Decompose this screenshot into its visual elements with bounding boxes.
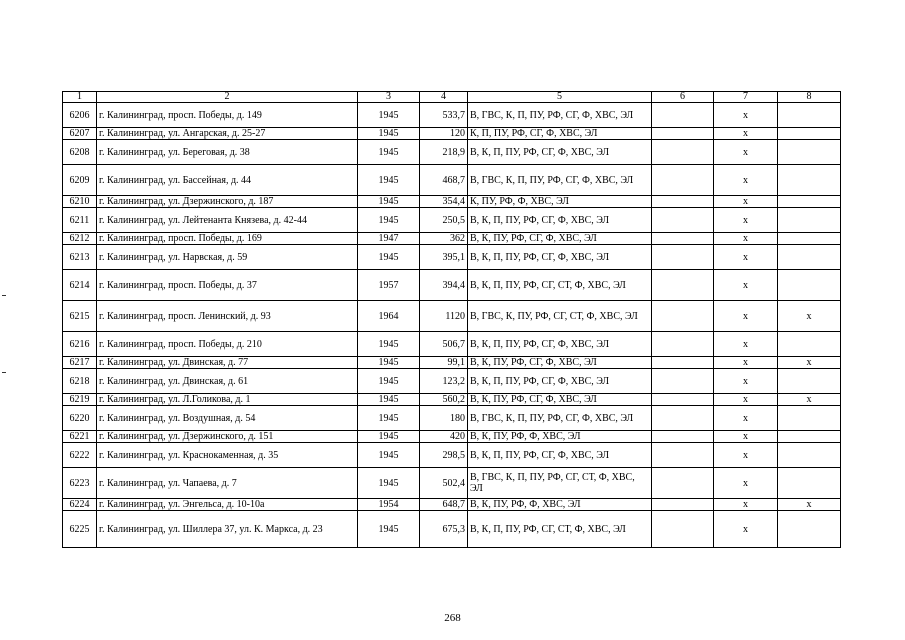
address-cell: г. Калининград, ул. Дзержинского, д. 151 [97, 431, 358, 443]
area-cell: 648,7 [420, 499, 468, 511]
year-cell: 1945 [358, 511, 420, 548]
area-cell: 675,3 [420, 511, 468, 548]
column7-cell: x [714, 443, 778, 468]
services-cell: В, ГВС, К, ПУ, РФ, СГ, СТ, Ф, ХВС, ЭЛ [468, 301, 652, 332]
table-header-row [63, 92, 841, 103]
row-number: 6209 [63, 165, 97, 196]
address-cell: г. Калининград, ул. Береговая, д. 38 [97, 140, 358, 165]
services-cell: В, ГВС, К, П, ПУ, РФ, СГ, Ф, ХВС, ЭЛ [468, 165, 652, 196]
row-number: 6224 [63, 499, 97, 511]
area-cell: 298,5 [420, 443, 468, 468]
column7-cell: x [714, 332, 778, 357]
column8-cell [778, 468, 841, 499]
column8-cell [778, 369, 841, 394]
column6-cell [652, 270, 714, 301]
column6-cell [652, 332, 714, 357]
services-cell: В, К, П, ПУ, РФ, СГ, Ф, ХВС, ЭЛ [468, 245, 652, 270]
column-header: 2 [97, 92, 358, 103]
column8-cell: x [778, 357, 841, 369]
area-cell: 1120 [420, 301, 468, 332]
column6-cell [652, 369, 714, 394]
address-cell: г. Калининград, просп. Ленинский, д. 93 [97, 301, 358, 332]
address-cell: г. Калининград, ул. Чапаева, д. 7 [97, 468, 358, 499]
year-cell: 1945 [358, 369, 420, 394]
services-cell: В, К, ПУ, РФ, Ф, ХВС, ЭЛ [468, 499, 652, 511]
row-number: 6211 [63, 208, 97, 233]
table-row [63, 406, 841, 431]
column6-cell [652, 245, 714, 270]
column-header: 5 [468, 92, 652, 103]
area-cell: 250,5 [420, 208, 468, 233]
column6-cell [652, 499, 714, 511]
row-number: 6216 [63, 332, 97, 357]
table-row [63, 499, 841, 511]
column7-cell: x [714, 394, 778, 406]
column7-cell: x [714, 499, 778, 511]
year-cell: 1945 [358, 103, 420, 128]
column-header: 6 [652, 92, 714, 103]
row-number: 6214 [63, 270, 97, 301]
row-number: 6218 [63, 369, 97, 394]
margin-mark [2, 295, 6, 296]
column7-cell: x [714, 196, 778, 208]
row-number: 6221 [63, 431, 97, 443]
area-cell: 99,1 [420, 357, 468, 369]
column6-cell [652, 394, 714, 406]
column-header: 1 [63, 92, 97, 103]
column6-cell [652, 233, 714, 245]
area-cell: 120 [420, 128, 468, 140]
row-number: 6223 [63, 468, 97, 499]
column8-cell [778, 233, 841, 245]
year-cell: 1945 [358, 196, 420, 208]
column8-cell: x [778, 394, 841, 406]
services-cell: В, К, ПУ, РФ, СГ, Ф, ХВС, ЭЛ [468, 394, 652, 406]
address-cell: г. Калининград, ул. Шиллера 37, ул. К. Маркса, д. 23 [97, 511, 358, 548]
column8-cell [778, 165, 841, 196]
column-header: 4 [420, 92, 468, 103]
column6-cell [652, 165, 714, 196]
year-cell: 1954 [358, 499, 420, 511]
area-cell: 218,9 [420, 140, 468, 165]
address-cell: г. Калининград, ул. Двинская, д. 61 [97, 369, 358, 394]
table-row [63, 165, 841, 196]
column6-cell [652, 140, 714, 165]
area-cell: 123,2 [420, 369, 468, 394]
services-cell: В, К, ПУ, РФ, Ф, ХВС, ЭЛ [468, 431, 652, 443]
address-cell: г. Калининград, ул. Дзержинского, д. 187 [97, 196, 358, 208]
column7-cell: x [714, 301, 778, 332]
column7-cell: x [714, 406, 778, 431]
column6-cell [652, 357, 714, 369]
table-row [63, 394, 841, 406]
year-cell: 1964 [358, 301, 420, 332]
column6-cell [652, 208, 714, 233]
area-cell: 420 [420, 431, 468, 443]
area-cell: 394,4 [420, 270, 468, 301]
area-cell: 560,2 [420, 394, 468, 406]
column8-cell [778, 511, 841, 548]
address-cell: г. Калининград, ул. Бассейная, д. 44 [97, 165, 358, 196]
column7-cell: x [714, 103, 778, 128]
column8-cell [778, 443, 841, 468]
year-cell: 1945 [358, 468, 420, 499]
row-number: 6210 [63, 196, 97, 208]
housing-register-table [62, 91, 841, 548]
year-cell: 1947 [358, 233, 420, 245]
row-number: 6220 [63, 406, 97, 431]
column7-cell: x [714, 468, 778, 499]
column6-cell [652, 196, 714, 208]
column8-cell [778, 431, 841, 443]
year-cell: 1945 [358, 443, 420, 468]
year-cell: 1945 [358, 245, 420, 270]
page-number: 268 [444, 612, 461, 624]
table-row [63, 128, 841, 140]
area-cell: 502,4 [420, 468, 468, 499]
row-number: 6208 [63, 140, 97, 165]
services-cell: В, ГВС, К, П, ПУ, РФ, СГ, Ф, ХВС, ЭЛ [468, 103, 652, 128]
row-number: 6217 [63, 357, 97, 369]
year-cell: 1945 [358, 332, 420, 357]
table-row [63, 233, 841, 245]
address-cell: г. Калининград, ул. Двинская, д. 77 [97, 357, 358, 369]
address-cell: г. Калининград, просп. Победы, д. 169 [97, 233, 358, 245]
address-cell: г. Калининград, просп. Победы, д. 37 [97, 270, 358, 301]
services-cell: В, К, П, ПУ, РФ, СГ, Ф, ХВС, ЭЛ [468, 208, 652, 233]
year-cell: 1957 [358, 270, 420, 301]
margin-mark [2, 372, 6, 373]
column8-cell: x [778, 499, 841, 511]
table-row [63, 332, 841, 357]
column8-cell: x [778, 301, 841, 332]
table-row [63, 511, 841, 548]
column8-cell [778, 196, 841, 208]
column6-cell [652, 301, 714, 332]
column7-cell: x [714, 357, 778, 369]
address-cell: г. Калининград, ул. Воздушная, д. 54 [97, 406, 358, 431]
services-cell: В, К, П, ПУ, РФ, СГ, Ф, ХВС, ЭЛ [468, 140, 652, 165]
column7-cell: x [714, 208, 778, 233]
area-cell: 362 [420, 233, 468, 245]
services-cell: В, К, ПУ, РФ, СГ, Ф, ХВС, ЭЛ [468, 233, 652, 245]
column-header: 8 [778, 92, 841, 103]
table-row [63, 270, 841, 301]
area-cell: 506,7 [420, 332, 468, 357]
row-number: 6219 [63, 394, 97, 406]
services-cell: В, ГВС, К, П, ПУ, РФ, СГ, Ф, ХВС, ЭЛ [468, 406, 652, 431]
table-row [63, 443, 841, 468]
column8-cell [778, 140, 841, 165]
services-cell: В, К, П, ПУ, РФ, СГ, СТ, Ф, ХВС, ЭЛ [468, 511, 652, 548]
area-cell: 180 [420, 406, 468, 431]
year-cell: 1945 [358, 394, 420, 406]
column8-cell [778, 208, 841, 233]
address-cell: г. Калининград, просп. Победы, д. 149 [97, 103, 358, 128]
year-cell: 1945 [358, 165, 420, 196]
column8-cell [778, 128, 841, 140]
row-number: 6222 [63, 443, 97, 468]
column6-cell [652, 103, 714, 128]
column8-cell [778, 270, 841, 301]
row-number: 6213 [63, 245, 97, 270]
year-cell: 1945 [358, 140, 420, 165]
services-cell: В, К, П, ПУ, РФ, СГ, Ф, ХВС, ЭЛ [468, 369, 652, 394]
column8-cell [778, 245, 841, 270]
column7-cell: x [714, 431, 778, 443]
table-row [63, 103, 841, 128]
column7-cell: x [714, 128, 778, 140]
row-number: 6215 [63, 301, 97, 332]
table-row [63, 301, 841, 332]
services-cell: В, К, П, ПУ, РФ, СГ, СТ, Ф, ХВС, ЭЛ [468, 270, 652, 301]
column6-cell [652, 468, 714, 499]
row-number: 6206 [63, 103, 97, 128]
area-cell: 354,4 [420, 196, 468, 208]
services-cell: В, К, П, ПУ, РФ, СГ, Ф, ХВС, ЭЛ [468, 443, 652, 468]
services-cell: К, ПУ, РФ, Ф, ХВС, ЭЛ [468, 196, 652, 208]
column7-cell: x [714, 511, 778, 548]
row-number: 6207 [63, 128, 97, 140]
column7-cell: x [714, 140, 778, 165]
column6-cell [652, 406, 714, 431]
services-cell: В, ГВС, К, П, ПУ, РФ, СГ, СТ, Ф, ХВС, ЭЛ [468, 468, 652, 499]
column6-cell [652, 511, 714, 548]
services-cell: В, К, П, ПУ, РФ, СГ, Ф, ХВС, ЭЛ [468, 332, 652, 357]
year-cell: 1945 [358, 357, 420, 369]
table-row [63, 245, 841, 270]
address-cell: г. Калининград, ул. Нарвская, д. 59 [97, 245, 358, 270]
column6-cell [652, 128, 714, 140]
column8-cell [778, 332, 841, 357]
area-cell: 395,1 [420, 245, 468, 270]
table-row [63, 431, 841, 443]
table-row [63, 196, 841, 208]
year-cell: 1945 [358, 208, 420, 233]
column-header: 7 [714, 92, 778, 103]
row-number: 6225 [63, 511, 97, 548]
address-cell: г. Калининград, ул. Л.Голикова, д. 1 [97, 394, 358, 406]
address-cell: г. Калининград, просп. Победы, д. 210 [97, 332, 358, 357]
table-row [63, 140, 841, 165]
address-cell: г. Калининград, ул. Лейтенанта Князева, д. 42-44 [97, 208, 358, 233]
table-row [63, 369, 841, 394]
column7-cell: x [714, 369, 778, 394]
row-number: 6212 [63, 233, 97, 245]
column8-cell [778, 406, 841, 431]
area-cell: 468,7 [420, 165, 468, 196]
column7-cell: x [714, 233, 778, 245]
column6-cell [652, 443, 714, 468]
address-cell: г. Калининград, ул. Ангарская, д. 25-27 [97, 128, 358, 140]
table-row [63, 468, 841, 499]
address-cell: г. Калининград, ул. Энгельса, д. 10-10а [97, 499, 358, 511]
column7-cell: x [714, 165, 778, 196]
column8-cell [778, 103, 841, 128]
column-header: 3 [358, 92, 420, 103]
column7-cell: x [714, 270, 778, 301]
table-row [63, 208, 841, 233]
area-cell: 533,7 [420, 103, 468, 128]
column6-cell [652, 431, 714, 443]
year-cell: 1945 [358, 406, 420, 431]
year-cell: 1945 [358, 431, 420, 443]
table-row [63, 357, 841, 369]
address-cell: г. Калининград, ул. Краснокаменная, д. 35 [97, 443, 358, 468]
services-cell: В, К, ПУ, РФ, СГ, Ф, ХВС, ЭЛ [468, 357, 652, 369]
column7-cell: x [714, 245, 778, 270]
year-cell: 1945 [358, 128, 420, 140]
services-cell: К, П, ПУ, РФ, СГ, Ф, ХВС, ЭЛ [468, 128, 652, 140]
